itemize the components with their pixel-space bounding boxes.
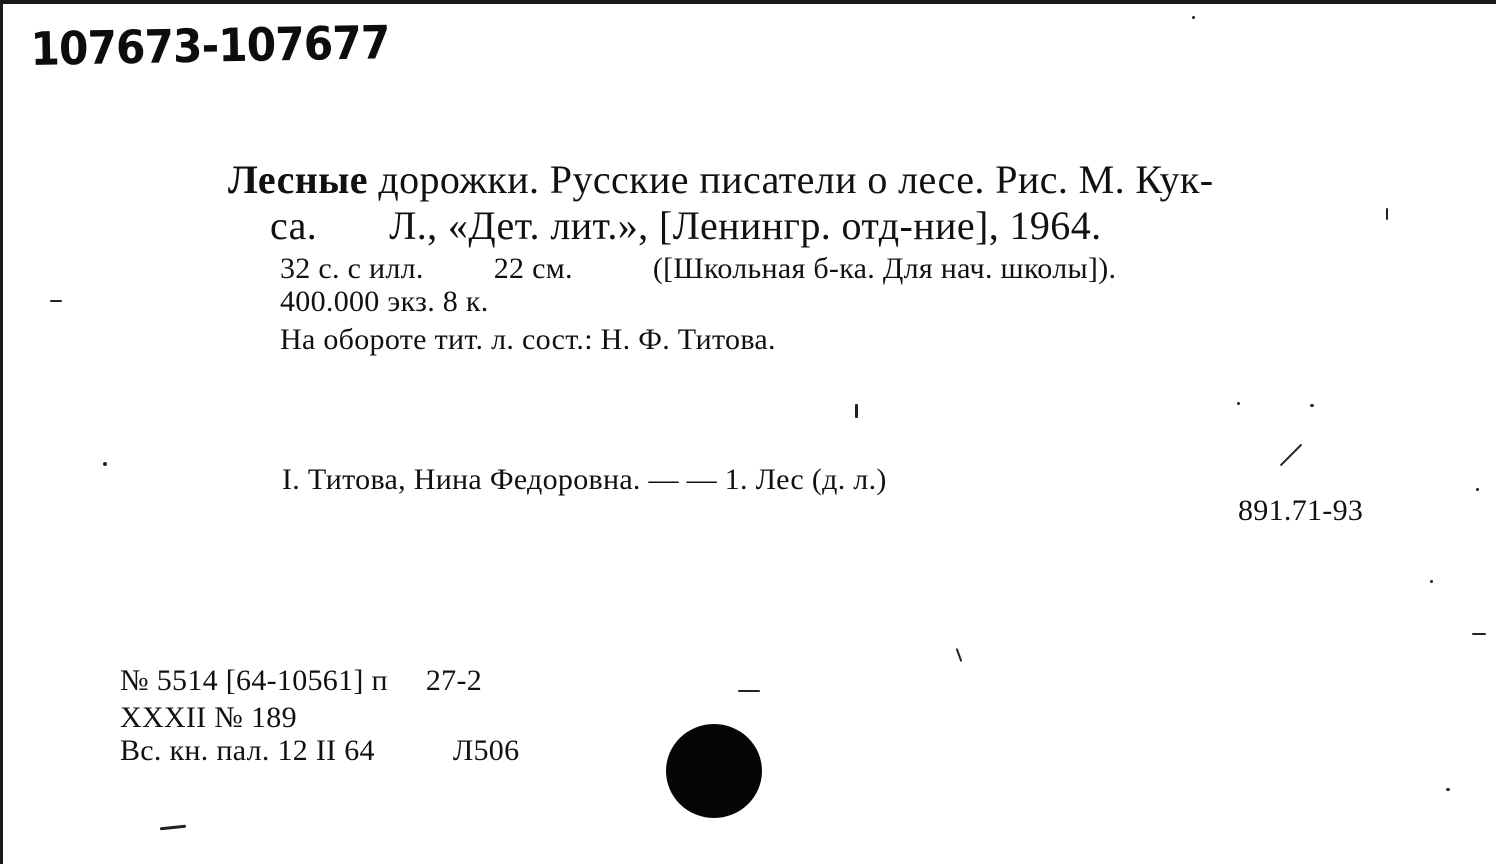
footer-line-3 (120, 734, 519, 768)
punch-hole (666, 724, 762, 818)
card-top-edge (0, 0, 1496, 4)
speck (1476, 488, 1479, 491)
title-continuation: са. (270, 203, 318, 248)
chamber-date: Вс. кн. пал. 12 II 64 (120, 734, 375, 767)
physical-description (280, 252, 1116, 286)
speck (1237, 402, 1240, 405)
title-text: дорожки. Русские писатели о лесе. Рис. М. Кук- (378, 157, 1214, 202)
speck (1192, 16, 1195, 19)
card-code: 27-2 (425, 664, 483, 697)
speck (1446, 788, 1450, 791)
speck (956, 648, 963, 662)
footer-line-2: XXXII № 189 (120, 701, 297, 734)
title-line-1 (228, 156, 1213, 203)
speck (738, 690, 760, 692)
print-run: 400.000 экз. 8 к. (280, 285, 489, 318)
speck (1472, 633, 1486, 635)
card-number: № 5514 [64-10561] п (120, 664, 388, 697)
compiler-note: На обороте тит. л. сост.: Н. Ф. Титова. (280, 323, 776, 356)
speck (1386, 208, 1388, 220)
pages: 32 с. с илл. (280, 252, 424, 285)
speck (103, 462, 107, 466)
speck (1430, 580, 1433, 583)
speck (855, 404, 858, 418)
classification-number: 891.71-93 (1238, 494, 1364, 527)
order-code: Л506 (452, 734, 520, 767)
title-line-2 (270, 202, 1102, 249)
handwritten-accession-number: 107673-107677 (30, 15, 390, 76)
footer-line-1 (120, 664, 482, 698)
title-heading-word: Лесные (228, 157, 368, 202)
speck (1280, 444, 1303, 467)
size: 22 см. (493, 252, 573, 285)
tracings: I. Титова, Нина Федоровна. — — 1. Лес (д. л.) (282, 463, 887, 496)
card-left-edge (0, 0, 3, 864)
speck (50, 300, 62, 302)
series: ([Школьная б-ка. Для нач. школы]). (652, 252, 1117, 285)
speck (1310, 404, 1314, 407)
speck (160, 825, 186, 831)
publisher-imprint: Л., «Дет. лит.», [Ленингр. отд-ние], 1964. (389, 203, 1102, 248)
